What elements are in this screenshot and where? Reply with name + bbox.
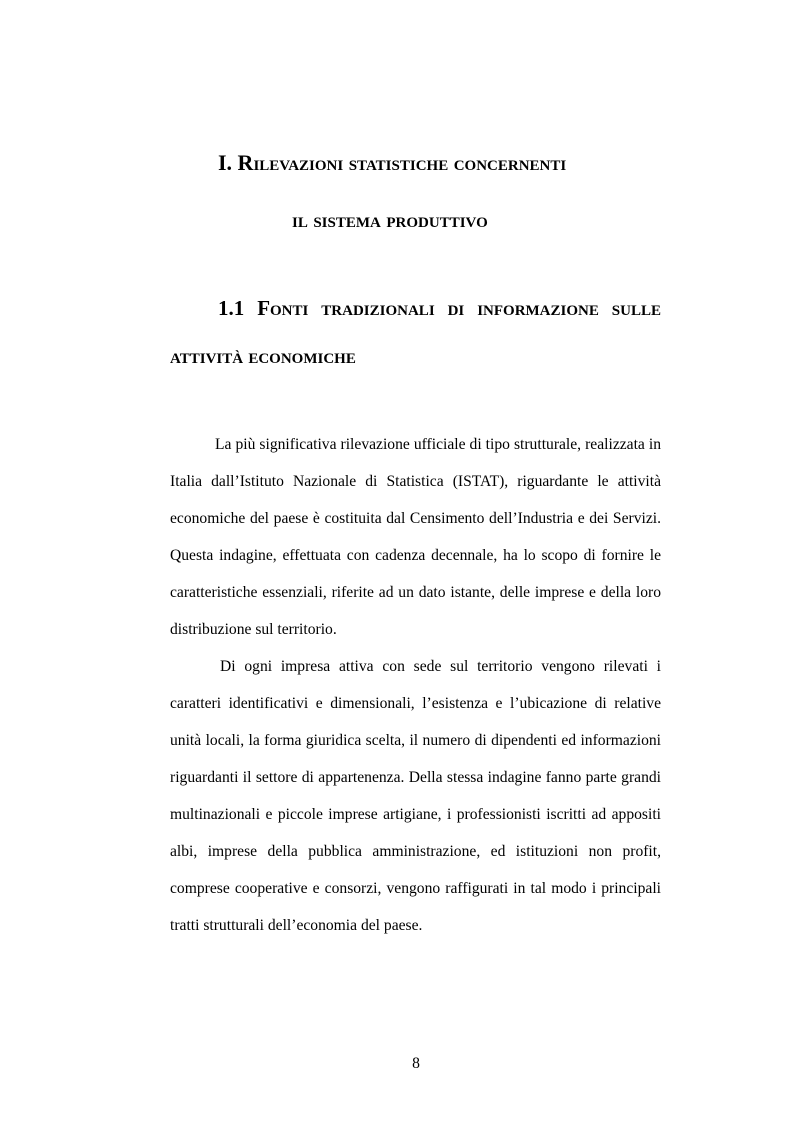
section-title-line-2: attività economiche xyxy=(170,344,356,368)
body-paragraph-2: Di ogni impresa attiva con sede sul territorio vengono rilevati i caratteri identificativi e dimensionali, l’esistenza e l’ubicazione di relative unità locali, la forma giuridica scelta, il numero di dipendenti ed informazioni riguardanti il settore di appartenenza. Della stessa indagine fanno parte grandi multinazionali e piccole imprese artigiane, i professionisti iscritti ad appositi albi, imprese della pubblica amministrazione, ed istituzioni non profit, comprese cooperative e consorzi, vengono raffigurati in tal modo i principali tratti strutturali dell’economia del paese. xyxy=(170,658,661,934)
page-number: 8 xyxy=(412,1055,420,1072)
chapter-title-line-1: I. Rilevazioni statistiche concernenti xyxy=(218,150,567,175)
body-paragraph-1: La più significativa rilevazione ufficiale di tipo strutturale, realizzata in Italia dall’Istituto Nazionale di Statistica (ISTAT), riguardante le attività economiche del paese è costituita dal Censimento dell’Industria e dei Servizi. Questa indagine, effettuata con cadenza decennale, ha lo scopo di fornire le caratteristiche essenziali, riferite ad un dato istante, delle imprese e della loro distribuzione sul territorio. xyxy=(170,436,661,638)
section-title-line-1: 1.1 Fonti tradizionali di informazione sulle xyxy=(218,296,661,320)
chapter-title-line-2: il sistema produttivo xyxy=(292,207,488,232)
